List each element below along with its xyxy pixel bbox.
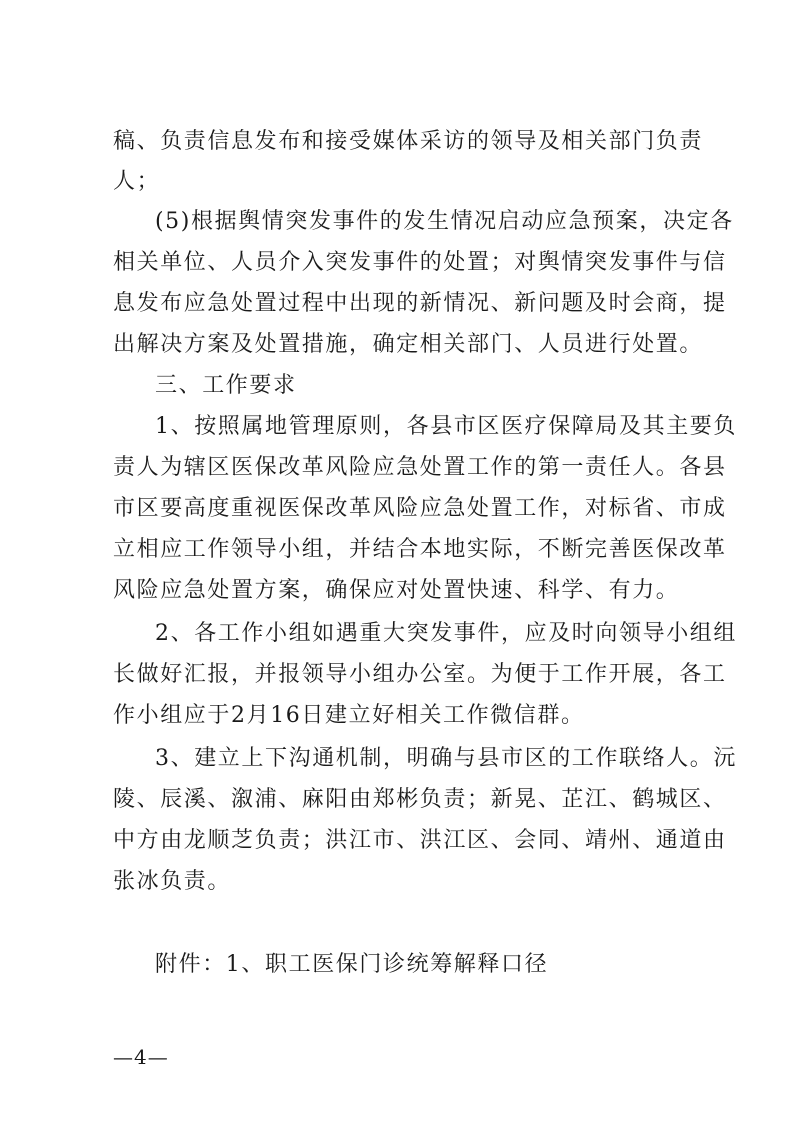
text-line: (5)根据舆情突发事件的发生情况启动应急预案，决定各: [155, 209, 734, 234]
text-line: 息发布应急处置过程中出现的新情况、新问题及时会商，提: [113, 291, 727, 316]
text-line: 1、按照属地管理原则，各县市区医疗保障局及其主要负: [155, 414, 737, 439]
text-line: 出解决方案及处置措施，确定相关部门、人员进行处置。: [113, 332, 704, 357]
text-line: 长做好汇报，并报领导小组办公室。为便于工作开展，各工: [113, 662, 727, 687]
text-line: 立相应工作领导小组，并结合本地实际，不断完善医保改革: [113, 537, 727, 562]
section-heading: 三、工作要求: [155, 373, 297, 398]
text-line: 风险应急处置方案，确保应对处置快速、科学、有力。: [113, 578, 680, 603]
text-line: 相关单位、人员介入突发事件的处置；对舆情突发事件与信: [113, 250, 727, 275]
text-line: 市区要高度重视医保改革风险应急处置工作，对标省、市成: [113, 496, 727, 521]
text-line: 张冰负责。: [113, 869, 232, 894]
text-line: 陵、辰溪、溆浦、麻阳由郑彬负责；新晃、芷江、鹤城区、: [113, 787, 727, 812]
text-line: 3、建立上下沟通机制，明确与县市区的工作联络人。沅: [155, 746, 737, 771]
text-line: 稿、负责信息发布和接受媒体采访的领导及相关部门负责: [113, 129, 704, 154]
text-line: 中方由龙顺芝负责；洪江市、洪江区、会同、靖州、通道由: [113, 828, 727, 853]
text-line: 人；: [113, 169, 161, 194]
attachment-line: 附件：1、职工医保门诊统筹解释口径: [155, 952, 549, 977]
text-line: 作小组应于2月16日建立好相关工作微信群。: [113, 703, 585, 728]
text-line: 责人为辖区医保改革风险应急处置工作的第一责任人。各县: [113, 455, 727, 480]
text-line: 2、各工作小组如遇重大突发事件，应及时向领导小组组: [155, 621, 737, 646]
page-number: —4—: [113, 1045, 169, 1069]
